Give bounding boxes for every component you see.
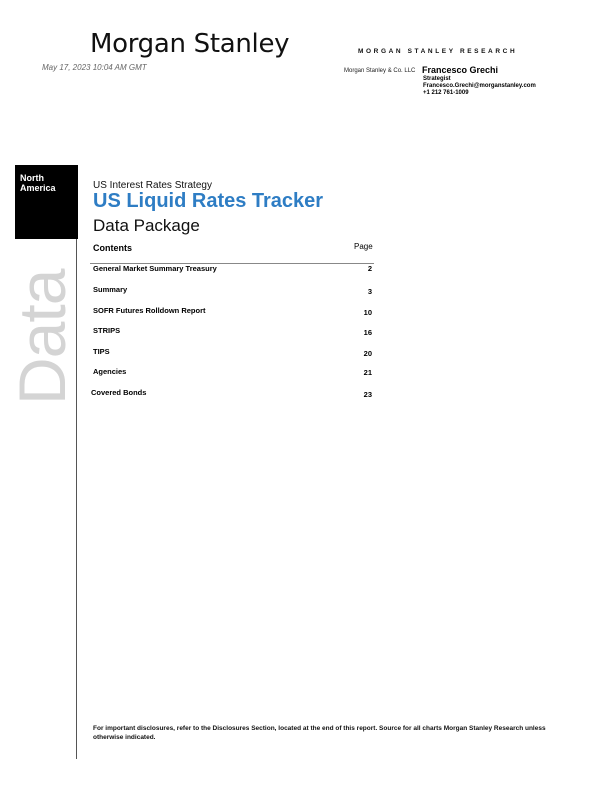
analyst-email-link[interactable]: Francesco.Grechi@morganstanley.com bbox=[423, 83, 536, 89]
toc-page-number: 2 bbox=[367, 264, 372, 273]
analyst-name: Francesco Grechi bbox=[422, 65, 499, 75]
toc-row[interactable] bbox=[0, 367, 612, 379]
report-title: US Liquid Rates Tracker bbox=[93, 190, 324, 212]
toc-page-number: 16 bbox=[363, 328, 372, 337]
toc-page-number: 3 bbox=[367, 287, 372, 296]
toc-page-number: 10 bbox=[363, 308, 372, 317]
toc-label[interactable]: TIPS bbox=[93, 347, 110, 356]
data-watermark: Data bbox=[5, 269, 79, 405]
region-line-2: America bbox=[20, 183, 56, 193]
toc-label[interactable]: Covered Bonds bbox=[91, 388, 147, 397]
toc-page-number: 21 bbox=[363, 368, 372, 377]
toc-label[interactable]: Summary bbox=[93, 285, 128, 294]
toc-row[interactable] bbox=[0, 285, 612, 297]
disclosure-note: For important disclosures, refer to the Disclosures Section, located at the end of this report. Source for all charts Morgan Stanley Research unless otherwise indicated. bbox=[93, 725, 546, 741]
toc-row[interactable] bbox=[0, 264, 612, 276]
firm-name: Morgan Stanley & Co. LLC bbox=[344, 68, 416, 74]
report-subtitle: US Interest Rates Strategy bbox=[93, 180, 212, 191]
morgan-stanley-logo: Morgan Stanley bbox=[90, 29, 290, 59]
region-line-1: North bbox=[20, 173, 44, 183]
contents-heading: Contents bbox=[93, 243, 132, 253]
analyst-title: Strategist bbox=[423, 76, 451, 82]
toc-label[interactable]: SOFR Futures Rolldown Report bbox=[93, 306, 206, 315]
toc-row[interactable] bbox=[0, 326, 612, 338]
toc-page-number: 23 bbox=[363, 390, 372, 399]
research-label: MORGAN STANLEY RESEARCH bbox=[358, 48, 518, 55]
document-type: Data Package bbox=[93, 216, 200, 235]
region-badge bbox=[15, 165, 78, 239]
analyst-phone: +1 212 761-1009 bbox=[423, 90, 469, 96]
toc-row[interactable] bbox=[0, 347, 612, 359]
toc-page-number: 20 bbox=[363, 349, 372, 358]
toc-label[interactable]: Agencies bbox=[93, 367, 127, 376]
toc-row[interactable] bbox=[0, 306, 612, 318]
toc-label[interactable]: General Market Summary Treasury bbox=[93, 264, 217, 273]
toc-label[interactable]: STRIPS bbox=[93, 326, 121, 335]
publication-dateline: May 17, 2023 10:04 AM GMT bbox=[42, 63, 147, 72]
page-column-heading: Page bbox=[354, 242, 373, 251]
toc-row[interactable] bbox=[0, 388, 612, 400]
